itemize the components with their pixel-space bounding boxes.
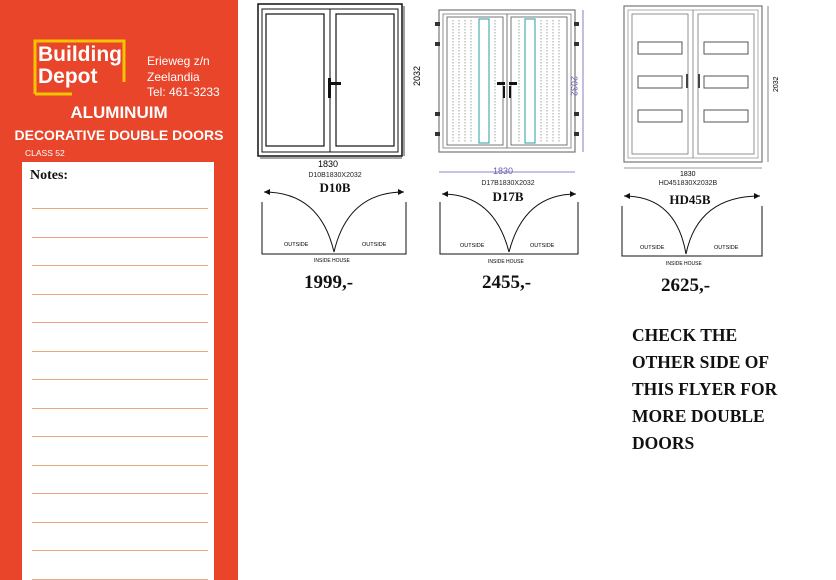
notes-box — [22, 162, 214, 580]
d17b-inside-house: INSIDE HOUSE — [488, 259, 524, 265]
door-drawing-d10b — [256, 2, 422, 172]
d10b-outside-right: OUTSIDE — [362, 242, 387, 248]
d17b-outside-right: OUTSIDE — [530, 243, 555, 249]
d17b-model: D17B — [492, 189, 524, 204]
d17b-swing-diagram — [438, 186, 588, 271]
hd45b-price: 2625,- — [661, 275, 711, 296]
d17b-outside-left: OUTSIDE — [460, 243, 485, 249]
notes-ruled-line — [32, 550, 208, 551]
address-street: Erieweg z/n — [147, 54, 210, 68]
address-town: Zeelandia — [147, 69, 200, 84]
brand-sidebar — [0, 0, 238, 580]
notes-ruled-line — [32, 379, 208, 380]
flyer-subtitle: DECORATIVE DOUBLE DOORS — [14, 127, 224, 143]
d10b-swing-diagram — [260, 182, 410, 267]
other-side-notice — [632, 322, 832, 457]
building-depot-logo — [32, 38, 128, 98]
notice-line-4: MORE DOUBLE — [632, 406, 765, 426]
notes-ruled-line — [32, 436, 208, 437]
notes-title: Notes: — [30, 168, 69, 183]
d10b-code: D10B1830X2032 — [308, 172, 362, 179]
logo-text — [38, 44, 122, 88]
notice-line-1: CHECK THE — [632, 325, 738, 345]
notes-ruled-line — [32, 493, 208, 494]
d17b-price: 2455,- — [482, 272, 532, 293]
hd45b-code: HD451830X2032B — [658, 180, 718, 187]
flyer-title: ALUMINUIM — [70, 103, 168, 122]
address-phone: Tel: 461-3233 — [147, 85, 220, 99]
hd45b-model: HD45B — [669, 192, 711, 207]
hd45b-inside-house: INSIDE HOUSE — [666, 261, 702, 267]
door-drawing-hd45b — [618, 2, 778, 180]
d17b-code: D17B1830X2032 — [481, 180, 535, 187]
notes-ruled-line — [32, 294, 208, 295]
d10b-price: 1999,- — [304, 272, 354, 293]
notes-ruled-line — [32, 579, 208, 580]
logo-line-depot: Depot — [38, 65, 98, 88]
d10b-model: D10B — [319, 180, 351, 195]
notes-ruled-line — [32, 237, 208, 238]
store-address — [147, 54, 220, 101]
notes-ruled-line — [32, 351, 208, 352]
notes-ruled-line — [32, 265, 208, 266]
d10b-inside-house: INSIDE HOUSE — [314, 258, 350, 264]
hd45b-outside-right: OUTSIDE — [714, 245, 739, 251]
d10b-height-label: 2032 — [412, 65, 422, 86]
notes-ruled-line — [32, 322, 208, 323]
d17b-height-label: 2032 — [569, 76, 579, 97]
notice-line-5: DOORS — [632, 433, 695, 453]
logo-line-building: Building — [38, 43, 122, 66]
d10b-width-label: 1830 — [318, 159, 339, 169]
hd45b-swing-diagram — [620, 186, 770, 271]
hd45b-outside-left: OUTSIDE — [640, 245, 665, 251]
d17b-width-label: 1830 — [493, 166, 514, 176]
d10b-outside-left: OUTSIDE — [284, 242, 309, 248]
notice-line-3: THIS FLYER FOR — [632, 379, 778, 399]
class-label: CLASS 52 — [25, 148, 65, 158]
notes-ruled-line — [32, 465, 208, 466]
hd45b-width-label: 1830 — [680, 171, 696, 178]
notice-line-2: OTHER SIDE OF — [632, 352, 770, 372]
notes-ruled-line — [32, 208, 208, 209]
notes-ruled-line — [32, 522, 208, 523]
door-drawing-d17b — [433, 2, 598, 182]
hd45b-height-label: 2032 — [773, 76, 780, 92]
notes-ruled-line — [32, 408, 208, 409]
